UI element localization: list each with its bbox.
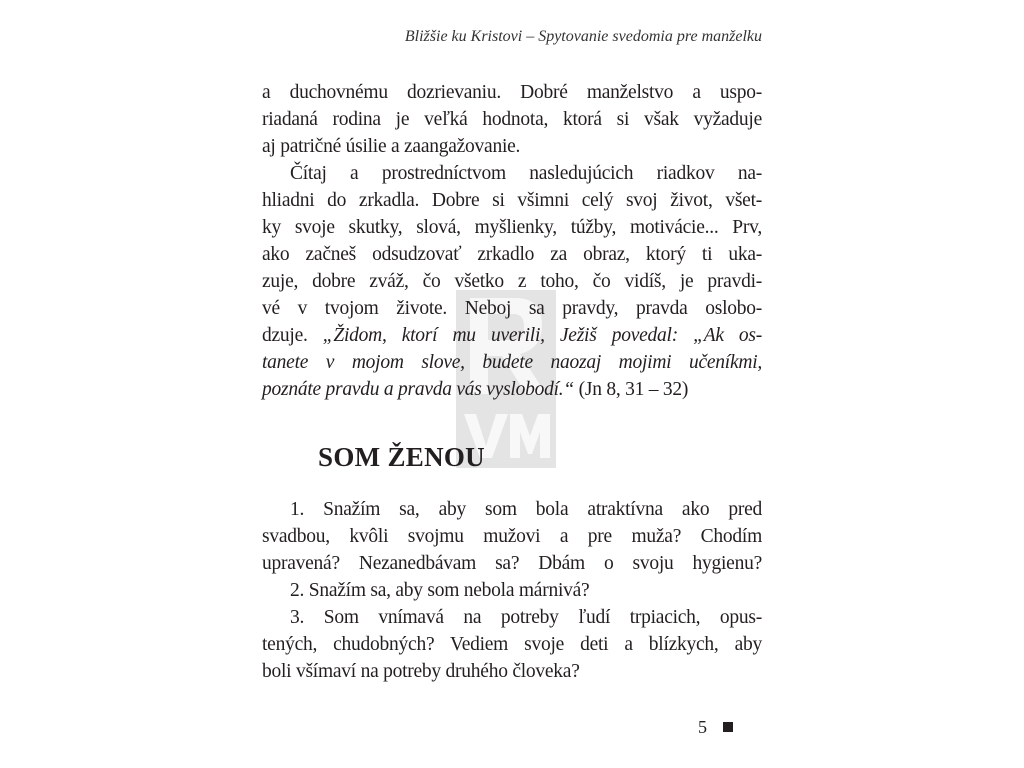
bible-quote: poznáte pravdu a pravda vás vyslobodí.“: [262, 379, 574, 400]
page-marker-square-icon: [723, 722, 733, 732]
list-item-continuation: svadbou, kvôli svojmu mužovi a pre muža? Chodím: [262, 526, 762, 547]
list-item-continuation: boli všímaví na potreby druhého človeka?: [262, 661, 580, 682]
list-item: 2. Snažím sa, aby som nebola márnivá?: [290, 580, 590, 601]
text-line: Čítaj a prostredníctvom nasledujúcich riadkov na-: [290, 163, 762, 184]
text-line: a duchovnému dozrievaniu. Dobré manželstvo a uspo-: [262, 82, 762, 103]
list-item-continuation: tených, chudobných? Vediem svoje deti a blízkych, aby: [262, 634, 762, 655]
section-heading: SOM ŽENOU: [318, 442, 485, 472]
bible-quote: tanete v mojom slove, budete naozaj mojimi učeníkmi,: [262, 352, 762, 373]
list-item-continuation: upravená? Nezanedbávam sa? Dbám o svoju hygienu?: [262, 553, 762, 574]
running-header: Bližšie ku Kristovi – Spytovanie svedomia pre manželku: [404, 28, 762, 45]
text-line: [262, 322, 762, 349]
page-number: 5: [698, 717, 707, 737]
text-line: vé v tvojom živote. Neboj sa pravdy, pravda oslobo-: [262, 298, 762, 319]
text-line: ako začneš odsudzovať zrkadlo za obraz, ktorý ti uka-: [262, 244, 762, 265]
text-line: [262, 376, 762, 403]
text-line: hliadni do zrkadla. Dobre si všimni celý svoj život, všet-: [262, 190, 762, 211]
list-item: 3. Som vnímavá na potreby ľudí trpiacich, opus-: [290, 607, 762, 628]
text-line: ky svoje skutky, slová, myšlienky, túžby, motivácie... Prv,: [262, 217, 762, 238]
text-segment: dzuje.: [262, 325, 323, 346]
bible-quote: „Židom, ktorí mu uverili, Ježiš povedal: „Ak os-: [322, 325, 762, 346]
text-line: aj patričné úsilie a zaangažovanie.: [262, 136, 521, 157]
bible-reference: (Jn 8, 31 – 32): [573, 379, 689, 400]
text-line: riadaná rodina je veľká hodnota, ktorá si však vyžaduje: [262, 109, 762, 130]
text-line: zuje, dobre zváž, čo všetko z toho, čo vidíš, je pravdi-: [262, 271, 762, 292]
list-item: 1. Snažím sa, aby som bola atraktívna ako pred: [290, 499, 762, 520]
